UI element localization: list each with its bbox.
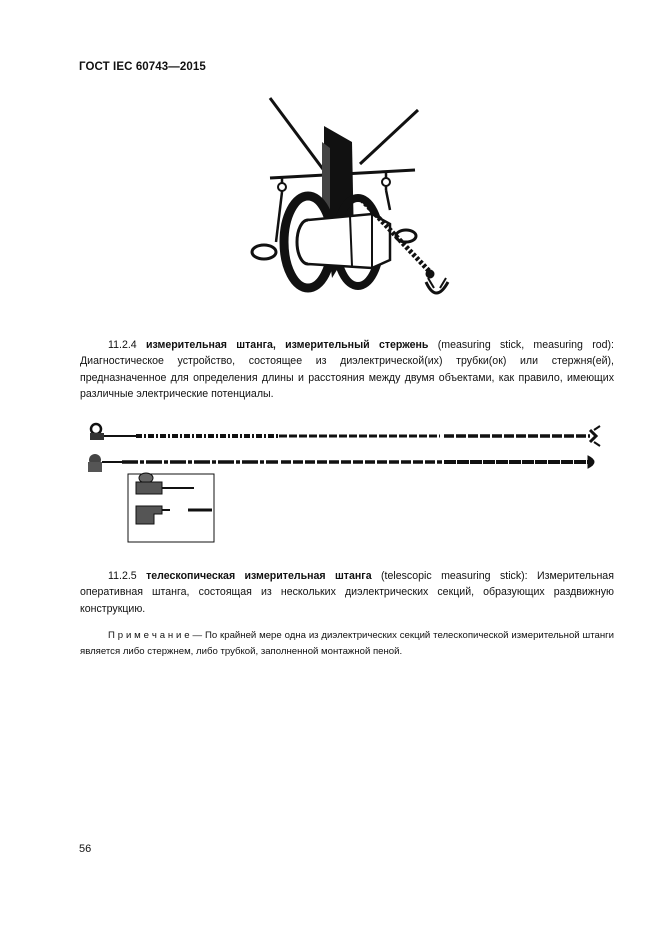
note-text: По крайней мере одна из диэлектрических секций телескопической измерительной штанги является либо стержнем, либо трубкой, заполненной монтажной пеной. xyxy=(80,630,614,657)
clause-term: измерительная штанга, измерительный стержень xyxy=(145,339,429,351)
clause-number: 11.2.5 xyxy=(108,570,137,582)
clause-11-2-5 xyxy=(80,568,614,617)
clause-definition: Диагностическое устройство, состоящее из диэлектрической(их) трубки(ок) или стержня(ей), предназначенное для определения длины и расстояния между двумя объектами, как правило, имеющих различные электрические потенциалы. xyxy=(80,355,614,401)
measuring-sticks-illustration xyxy=(76,418,616,546)
clause-11-2-4 xyxy=(80,337,614,403)
measuring-device-reel-illustration xyxy=(240,92,460,307)
clause-english-term: (telescopic measuring stick): xyxy=(381,570,528,582)
note-label: П р и м е ч а н и е — xyxy=(108,630,203,641)
clause-number: 11.2.4 xyxy=(108,339,137,351)
clause-english-term: (measuring stick, measuring rod): xyxy=(437,339,614,351)
note xyxy=(80,628,614,659)
clause-definition: Измерительная оперативная штанга, состоящая из нескольких диэлектрических секций, образующих раздвижную конструкцию. xyxy=(80,570,614,615)
standard-header: ГОСТ IEC 60743—2015 xyxy=(79,61,206,73)
clause-term: телескопическая измерительная штанга xyxy=(146,570,372,582)
page-number: 56 xyxy=(79,843,92,855)
